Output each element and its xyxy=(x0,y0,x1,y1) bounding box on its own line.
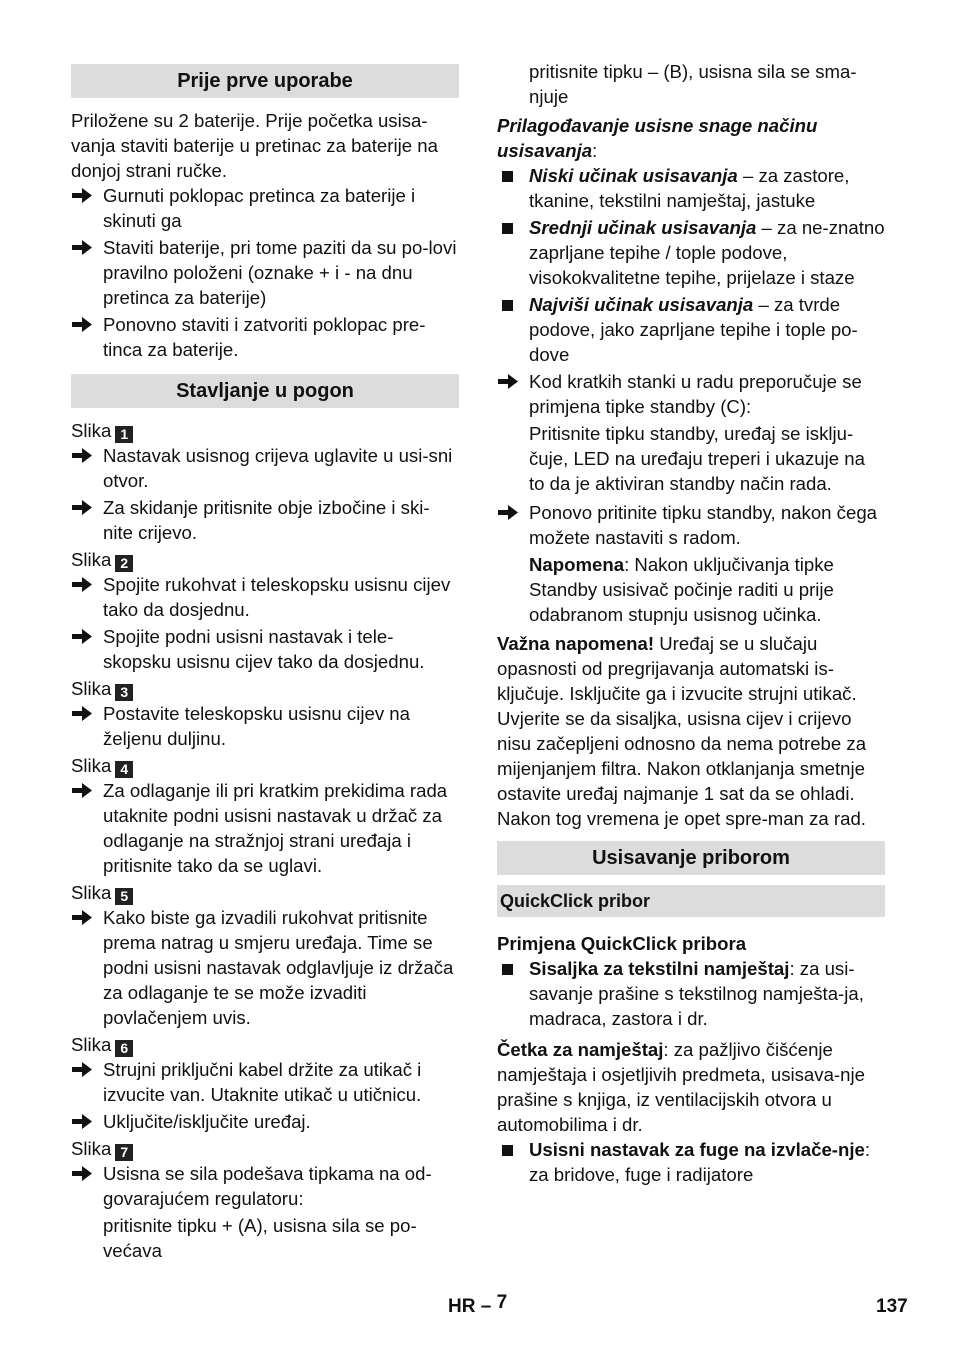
list-item-text: Kod kratkih stanki u radu preporučuje se primjena tipke standby (C): xyxy=(529,371,862,417)
square-bullet-icon xyxy=(502,964,513,975)
list-item xyxy=(71,495,459,545)
arrow-right-icon xyxy=(72,317,92,332)
right-column xyxy=(497,59,885,1189)
list-item xyxy=(497,1137,885,1187)
figure-number-badge: 2 xyxy=(115,555,133,572)
section-heading-first-use: Prije prve uporabe xyxy=(71,64,459,98)
subsection-heading-quickclick: QuickClick pribor xyxy=(497,885,885,917)
list-item-text: Uključite/isključite uređaj. xyxy=(103,1111,311,1132)
quickclick-heading: Primjena QuickClick pribora xyxy=(497,933,747,954)
list-item xyxy=(71,624,459,674)
list-item-text: Spojite podni usisni nastavak i tele-skopsku usisnu cijev tako da dosjednu. xyxy=(103,626,425,672)
note-paragraph: Napomena: Nakon uključivanja tipke Standby usisivač počinje raditi u prije odabranom stupnju usisnog učinka. xyxy=(529,554,834,625)
arrow-right-icon xyxy=(72,1166,92,1181)
list-item-text: Ponovno staviti i zatvoriti poklopac pre-tinca za baterije. xyxy=(103,314,426,360)
list-item-text: Ponovo pritinite tipku standby, nakon čega možete nastaviti s radom. xyxy=(529,502,877,548)
list-item-text: Niski učinak usisavanja – za zastore, tkanine, tekstilni namještaj, jastuke xyxy=(529,165,850,211)
important-note-paragraph: Važna napomena! Uređaj se u slučaju opasnosti od pregrijavanja automatski is-ključuje. Isključite ga i izvucite strujni utikač. Uvjerite se da sisaljka, usisna cijev i crijevo nisu začepljeni odnosno da nema potrebe za mijenjanjem filtra. Nakon otklanjanja smetnje ostavite uređaj najmanje 1 sat da se ohladi. Nakon tog vremena je opet spre-man za rad. xyxy=(497,633,867,829)
arrow-right-icon xyxy=(72,577,92,592)
figure-number-badge: 6 xyxy=(115,1040,133,1057)
arrow-right-icon xyxy=(72,706,92,721)
arrow-right-icon xyxy=(72,188,92,203)
square-bullet-icon xyxy=(502,1145,513,1156)
indented-paragraph: pritisnite tipku + (A), usisna sila se po-većava xyxy=(103,1215,417,1261)
arrow-right-icon xyxy=(72,500,92,515)
list-item-text: Srednji učinak usisavanja – za ne-znatno zaprljane tepihe / tople podove, visokokvalitetne tepihe, prijelaze i staze xyxy=(529,217,885,288)
figure-label: Slika 3 xyxy=(71,676,459,701)
arrow-right-icon xyxy=(72,240,92,255)
list-item-text: Gurnuti poklopac pretinca za baterije i skinuti ga xyxy=(103,185,416,231)
figure-number-badge: 5 xyxy=(115,888,133,905)
indented-paragraph: Pritisnite tipku standby, uređaj se isklju-čuje, LED na uređaju treperi i ukazuje na to da je aktiviran standby način rada. xyxy=(529,423,865,494)
list-item-text: Sisaljka za tekstilni namještaj: za usi-savanje prašine s tekstilnog namješta-ja, madraca, zastora i dr. xyxy=(529,958,864,1029)
list-item xyxy=(71,443,459,493)
arrow-right-icon xyxy=(72,910,92,925)
list-item-text: Strujni priključni kabel držite za utikač i izvucite van. Utaknite utikač u utičnicu. xyxy=(103,1059,422,1105)
list-item-text: Za odlaganje ili pri kratkim prekidima rada utaknite podni usisni nastavak u držač za odlaganje na stražnjoj strani uređaja i pritisnite tako da se uglavi. xyxy=(103,780,448,876)
figure-label: Slika 6 xyxy=(71,1032,459,1057)
figure-number-badge: 3 xyxy=(115,684,133,701)
brush-paragraph: Četka za namještaj: za pažljivo čišćenje namještaja i osjetljivih predmeta, usisava-nje prašine s knjiga, iz ventilacijskih otvora u automobilima i dr. xyxy=(497,1039,865,1135)
left-column xyxy=(71,64,459,1263)
list-item-text: Spojite rukohvat i teleskopsku usisnu cijev tako da dosjednu. xyxy=(103,574,451,620)
list-item xyxy=(71,701,459,751)
arrow-right-icon xyxy=(72,1062,92,1077)
square-bullet-icon xyxy=(502,300,513,311)
list-item-text: Najviši učinak usisavanja – za tvrde podove, jako zaprljane tepihe i tople po-dove xyxy=(529,294,858,365)
figure-label: Slika 4 xyxy=(71,753,459,778)
square-bullet-icon xyxy=(502,223,513,234)
list-item xyxy=(497,292,885,367)
page-number: 137 xyxy=(876,1296,908,1317)
section-heading-start-up: Stavljanje u pogon xyxy=(71,374,459,408)
list-item xyxy=(71,905,459,1030)
square-bullet-icon xyxy=(502,171,513,182)
arrow-right-icon xyxy=(498,505,518,520)
arrow-right-icon xyxy=(498,374,518,389)
list-item xyxy=(71,183,459,233)
list-item xyxy=(497,163,885,213)
list-item-text: Za skidanje pritisnite obje izbočine i ski-nite crijevo. xyxy=(103,497,430,543)
arrow-right-icon xyxy=(72,448,92,463)
figure-number-badge: 1 xyxy=(115,426,133,443)
list-item-text: Usisni nastavak za fuge na izvlače-nje: za bridove, fuge i radijatore xyxy=(529,1139,871,1185)
list-item xyxy=(71,235,459,310)
list-item xyxy=(497,215,885,290)
arrow-right-icon xyxy=(72,629,92,644)
list-item xyxy=(497,369,885,419)
figure-label: Slika 5 xyxy=(71,880,459,905)
arrow-right-icon xyxy=(72,1114,92,1129)
list-item xyxy=(497,500,885,550)
list-item-text: Postavite teleskopsku usisnu cijev na željenu duljinu. xyxy=(103,703,410,749)
list-item-text: Usisna se sila podešava tipkama na od-govarajućem regulatoru: xyxy=(103,1163,432,1209)
figure-number-badge: 4 xyxy=(115,761,133,778)
figure-label: Slika 7 xyxy=(71,1136,459,1161)
list-item xyxy=(71,312,459,362)
list-item xyxy=(71,778,459,878)
indented-paragraph: pritisnite tipku – (B), usisna sila se sma-njuje xyxy=(529,61,857,107)
list-item xyxy=(497,956,885,1031)
figure-label: Slika 1 xyxy=(71,418,459,443)
list-item-text: Nastavak usisnog crijeva uglavite u usi-sni otvor. xyxy=(103,445,453,491)
footer-section-label: HR – 7 xyxy=(448,1292,508,1317)
section-heading-accessories: Usisavanje priborom xyxy=(497,841,885,875)
list-item-text: Staviti baterije, pri tome paziti da su po-lovi pravilno položeni (oznake + i - na dnu pretinca za baterije) xyxy=(103,237,457,308)
figure-label: Slika 2 xyxy=(71,547,459,572)
list-item xyxy=(71,1161,459,1211)
list-item xyxy=(71,1057,459,1107)
adjust-heading: Prilagođavanje usisne snage načinu usisavanja: xyxy=(497,115,818,161)
list-item xyxy=(71,1109,459,1134)
intro-paragraph: Priložene su 2 baterije. Prije početka usisa-vanja staviti baterije u pretinac za baterije na donjoj strani ručke. xyxy=(71,110,438,181)
list-item xyxy=(71,572,459,622)
arrow-right-icon xyxy=(72,783,92,798)
figure-number-badge: 7 xyxy=(115,1144,133,1161)
list-item-text: Kako biste ga izvadili rukohvat pritisnite prema natrag u smjeru uređaja. Time se podni usisni nastavak odglavljuje iz držača za odlaganje te se može izvaditi povlačenjem uvis. xyxy=(103,907,454,1028)
